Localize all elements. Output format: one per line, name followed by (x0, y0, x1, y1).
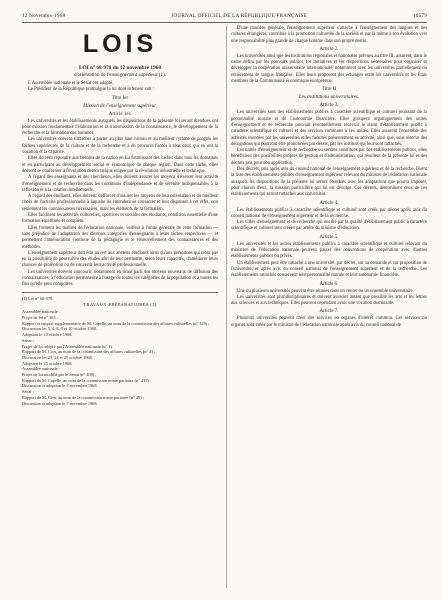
footnote-line: Projet de loi adopté par l'Assemblée nationale (n° 1). (22, 343, 113, 349)
left-column (22, 26, 218, 406)
paragraph: Les universités sont pluridisciplinaires et doivent associer autant que possible les arts et les lettres aux sciences et aux techniques. Elles peuvent cependant avoir une vocation dominante. (231, 294, 427, 307)
paragraph: Le Président de la République promulgue la loi dont la teneur suit : (28, 87, 155, 93)
paragraph: Les établissements publics à caractère scientifique et culturel sont créés par décret après avis du conseil national de l'enseignement supérieur et de la recherche. (231, 207, 427, 219)
footnote-line: (1) Loi n° 68-978. (22, 295, 54, 301)
paragraph: Les villes d'enseignement et de recherche qui ont été par la qualité d'établissement public à caractère scientifique et culturel sont créées par arrêté du ministre d'éducation. (231, 220, 427, 232)
footnote-line: Adoption le 10 octobre 1968. (22, 332, 73, 338)
paragraph: L'enseignement supérieur doit être ouvert aux anciens étudiants ainsi qu'aux personnes qui n'ont pas eu la possibilité de poursuivre des études afin de leur permettre, selon leurs capacités, d'améliorer leurs chances de promotion ou de convertir leur activité professionnelle. (22, 250, 218, 269)
paragraph: A l'égard des enseignants et des chercheurs, elles doivent assurer les moyens d'exercer leur activité d'enseignement et de recherche dans les conditions d'indépendance et de sérénité indispensables à la réflexion et à la création intellectuelle. (22, 175, 218, 193)
title-heading: Les institutions universitaires. (298, 95, 360, 101)
footnote-line: Rapport de M. Capelle, au nom de la commission mixte paritaire (n° 431) ; (22, 377, 152, 383)
paragraph: Une ou plusieurs universités peuvent être réunies dans un centre ou un ensemble universitaire. (237, 288, 414, 294)
paragraph: Les universités doivent s'attacher à porter au plus haut niveau et au meilleur rythme de progrès les formes supérieures de la culture et de la recherche et à en procurer l'accès à tous ceux qui en ont la vocation et la capacité. (22, 137, 218, 156)
footnote-line: Discussion et adoption le 7 novembre 1968. (22, 400, 98, 406)
title-heading: Mission de l'enseignement supérieur. (83, 103, 157, 109)
article-heading: Article 1er. (108, 111, 132, 117)
left-column-body (22, 81, 218, 289)
article-heading: Article 4. (319, 200, 339, 206)
footnote-heading: TRAVAUX PRÉPARATOIRES (1) (83, 302, 157, 308)
page-header (22, 10, 427, 21)
footnote-line: Rapport de M. Cros, au nom de la commission mixte paritaire (n° 49) ; (22, 394, 144, 400)
header-journal-title: JOURNAL OFFICIEL DE LA RÉPUBLIQUE FRANÇAISE (171, 12, 308, 19)
footnote-line: Rapport de M. Cros, au nom de la commission des affaires culturelles (n° 4) ; (22, 349, 156, 355)
article-heading: Article 7. (319, 309, 339, 315)
article-heading: Article 3. (319, 103, 339, 109)
footnote-line: Assemblée nationale : (22, 366, 60, 372)
paragraph: Les universités ainsi que les institutions régionales et nationales prévues au titre III, assurent, dans le cadre défini par les pouvoirs publics, les initiatives et les dispositions nécessaires pour organiser et développer la coopération universitaire internationale, notamment avec les universités partiellement ou entièrement de langue française. Elles leurs proposent des échanges entre les universités et les États membres de la Communauté économique européenne. (231, 53, 427, 85)
paragraph: Des décrets, pris après avis du conseil national de l'enseignement supérieur et de la recherche, fixent la liste des établissements publics d'enseignement supérieur relevant du ministre de l'éducation nationale auxquels les dispositions de la présente loi seront étendues avec les adaptations que pourra imposer, pour chacun d'eux, la mission particulière qui lui est dévolue. Ces décrets, déterminent ceux de ces établissements qui seront rattachés aux universités. (231, 167, 427, 198)
footnote-line: Sénat : (22, 389, 34, 395)
paragraph: Plusieurs universités peuvent créer des services ou organes d'intérêt commun. Ces services ou organes sont créés par le ministre de l'éducation nationale après avis du conseil national de (231, 316, 427, 328)
footnote-line: Discussion les 3, 4, 8, 9 et 10 octobre 1968. (22, 326, 98, 332)
paragraph: Les unités d'enseignement et de recherche ou centres constitués par des établissements publics, elles bénéficient des possibilités propres de gestion et d'administration, qui résultent de la présente loi et des décrets pris pour son application. (231, 148, 427, 166)
article-heading: Titre Ier (111, 95, 129, 101)
column-separator (226, 26, 227, 588)
paragraph: Les universités et les établissements auxquels les dispositions de la présente loi seront étendues ont pour mission fondamentale l'élaboration et la transmission de la connaissance, le développement de la recherche et la formation des hommes. (22, 118, 218, 137)
footnote-line: Rapport et rapport supplémentaire de M. Capelle, au nom de la commission des affaires culturelles (n° 329) ; (22, 320, 210, 326)
header-date: 12 Novembre 1968 (22, 12, 66, 19)
footnote-line: Sénat : (22, 337, 34, 343)
right-column (231, 26, 427, 329)
section-banner: LOIS (82, 30, 158, 58)
act-subtitle: d'orientation de l'enseignement supérieur (1). (74, 72, 166, 78)
footnote-line: Assemblée nationale : (22, 309, 60, 315)
footnote-line: Projet de loi modifié par le Sénat (n° 408) ; (22, 372, 97, 378)
footnote-line: Projet de loi n° 305 ; (22, 315, 58, 321)
article-heading: Titre II (321, 87, 337, 93)
footnote-line: Adoption le 25 octobre 1968. (22, 360, 73, 366)
article-heading: Article 2. (319, 46, 339, 52)
paragraph: Un établissement peut être rattaché à une université, par décret, sur sa demande et sur proposition de l'université, et après avis du conseil national de l'enseignement supérieur et de la recherche. Les établissements rattachés conservent leur personnalité morale et leur autonomie financière. (231, 260, 427, 279)
paragraph: Les universités sont des établissements publics à caractère scientifique et culturel jouissant de la personnalité morale et de l'autonomie financière. Elles groupent organiquement des unités d'enseignement et de recherche pouvant éventuellement recevoir le statut d'établissement public à caractère scientifique et culturel et des services communs à ces unités. Elles assurent l'ensemble des activités exercées par les universités et les facultés présentement en activité, ainsi que, sous réserve des dérogations qui pourront être prononcées par décret, par les instituts qui leur sont rattachés. (231, 110, 427, 147)
paragraph: A l'égard des étudiants, elles doivent s'efforcer d'assurer les moyens de leur orientation et du meilleur choix de l'activité professionnelle à laquelle ils entendent se consacrer et leur dispenser à cet effet, non seulement les connaissances nécessaires, mais les éléments de la formation. (22, 194, 218, 212)
footnote-line: Discussion et adoption le 7 novembre 1968. (22, 383, 98, 389)
footnote-line: Discussion les 23, 24 et 25 octobre 1968. (22, 354, 93, 360)
header-page-number: 10579 (413, 12, 427, 19)
article-heading: Article 6. (319, 281, 339, 287)
article-heading: Article 5. (319, 234, 339, 240)
footnote-divider (22, 292, 218, 293)
right-column-body (231, 26, 427, 329)
paragraph: Elles forment les maîtres de l'éducation nationale, veillent à l'unité générale de cette formation — sans préjudice de l'adaptation des diverses catégories d'enseignants à leurs tâches respectives — et permettent l'amélioration continue de la pédagogie et le renouvellement des connaissances et des méthodes. (22, 225, 218, 250)
paragraph: Les universités doivent concourir, notamment en tirant parti des moyens nouveaux de diffusion des connaissances, à l'éducation permanente à l'usage de toutes les catégories de la population et à toutes les fins qu'elle peut comporter. (22, 269, 218, 288)
paragraph: L'Assemblée nationale et le Sénat ont adopté, (28, 81, 114, 86)
paragraph: Elles doivent répondre aux besoins de la nation en lui fournissant des cadres dans tous les domaines et en participant au développement social et économique de chaque région. Dans cette tâche, elles doivent se conformer à l'évolution démocratique exigée par la révolution industrielle et technique. (22, 156, 218, 174)
paragraph: Les universités et les autres établissements publics à caractère scientifique et culturel relevant du ministère de l'éducation nationale peuvent passer des conventions de coopération avec d'autres établissements publics ou privés. (231, 241, 427, 260)
paragraph: D'une manière générale, l'enseignement supérieur s'attache à l'enseignement des langues et des cultures étrangères, contribue à la promotion culturelle de la société et par là même à son évolution vers une responsabilité plus grande de chaque homme dans son propre destin. (231, 26, 427, 44)
act-title: LOI n° 68-978 du 12 novembre 1968 (78, 65, 162, 71)
header-rule (22, 22, 427, 23)
paragraph: Elles facilitent les activités culturelles, sportives et sociales des étudiants, condition essentielle d'une formation équilibrée et complète. (22, 213, 218, 225)
footnotes (22, 296, 218, 407)
